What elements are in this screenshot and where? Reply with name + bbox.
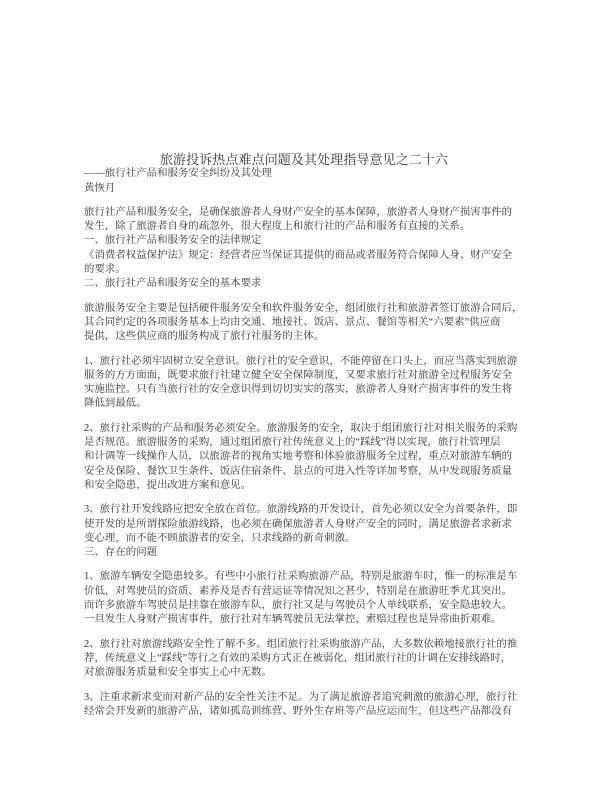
text-line: 旅游服务安全主要是包括硬件服务安全和软件服务安全，组团旅行社和旅游者签订旅游合同后， [84, 302, 523, 314]
paragraph [84, 691, 530, 720]
text-line: 而许多旅游车驾驶员是挂靠在旅游车队，旅行社又是与驾驶员个人单线联系，安全隐患较大。 [84, 600, 513, 612]
paragraph [84, 302, 530, 345]
text-line: 一、旅行社产品和服务安全的法律规定 [84, 235, 262, 247]
text-line: 3、旅行社开发线路应把安全放在首位。旅游线路的开发设计，首先必须以安全为首要条件，即 [84, 504, 518, 516]
text-line: 价低，对驾驶员的资质、素养及是否有营运证等情况知之甚少，特别是在旅游旺季尤其突出。 [84, 585, 513, 597]
paragraph [84, 570, 530, 627]
text-line: 2、旅行社对旅游线路安全性了解不多。组团旅行社采购旅游产品，大多数依赖地接旅行社的推 [84, 638, 518, 650]
page-title: 旅游投诉热点难点问题及其处理指导意见之二十六 [159, 152, 449, 167]
text-line: 荐，传统意义上“踩线”等行之有效的采购方式正在被弱化，组团旅行社的计调在安排线路时， [84, 652, 511, 664]
paragraph [84, 206, 530, 292]
text-line: 二、旅行社产品和服务安全的基本要求 [84, 278, 262, 290]
document-body [84, 206, 530, 719]
text-line: 发生，除了旅游者自身的疏忽外，很大程度上和旅行社的产品和服务有直接的关系。 [84, 221, 471, 233]
text-line: 经常会开发新的旅游产品，诸如孤岛训练营、野外生存班等产品应运而生，但这些产品都没有 [84, 705, 513, 717]
text-line: 1、旅游车辆安全隐患较多。有些中小旅行社采购旅游产品，特别是旅游车时，惟一的标准是车 [84, 571, 518, 583]
text-line: 使开发的是所谓探险旅游线路，也必须在确保旅游者人身财产安全的同时，满足旅游者求新求 [84, 518, 513, 530]
document-content [84, 153, 530, 719]
text-line: 提供，这些供应商的服务构成了旅行社服务的主体。 [84, 331, 325, 343]
text-line: 一旦发生人身财产损害事件，旅行社对车辆驾驶员无法掌控，索赔过程也是异常曲折艰难。 [84, 614, 502, 626]
page-subtitle: ——旅行社产品和服务安全纠纷及其处理 [84, 168, 272, 180]
text-line: 降低到最低。 [84, 398, 147, 410]
text-line: 《消费者权益保护法》规定：经营者应当保证其提供的商品或者服务符合保障人身、财产安全 [84, 249, 513, 261]
text-line: 变心理，而不能不顾旅游者的安全，只求线路的新奇刺激。 [84, 532, 356, 544]
text-line: 旅行社产品和服务安全，是确保旅游者人身财产安全的基本保障，旅游者人身财产损害事件的 [84, 206, 513, 218]
text-line: 三、存在的问题 [84, 547, 158, 559]
text-line: 其合同约定的各项服务基本上均由交通、地接社、饭店、景点、餐馆等相关“六要素”供应商 [84, 316, 501, 328]
text-line: 对旅游服务质量和安全事实上心中无数。 [84, 667, 272, 679]
text-line: 1、旅行社必须牢固树立安全意识。旅行社的安全意识，不能停留在口头上，而应当落实到旅游 [84, 355, 518, 367]
paragraph [84, 422, 530, 493]
text-line: 是否规范。旅游服务的采购，通过组团旅行社传统意义上的“踩线”得以实现，旅行社管理层 [84, 437, 501, 449]
text-line: 和安全隐患，提出改进方案和意见。 [84, 479, 252, 491]
text-line: 安全及保险、餐饮卫生条件、饭店住宿条件、景点的可进入性等详加考察，从中发现服务质量 [84, 465, 513, 477]
text-line: 的要求。 [84, 264, 126, 276]
author-name: 黄恢月 [84, 182, 116, 194]
text-line: 服务的方方面面，既要求旅行社建立健全安全保障制度，又要求旅行社对旅游全过程服务安全 [84, 369, 513, 381]
paragraph [84, 355, 530, 412]
text-line: 2、旅行社采购的产品和服务必须安全。旅游服务的安全，取决于组团旅行社对相关服务的采购 [84, 422, 518, 434]
text-line: 3、注重求新求变而对新产品的安全性关注不足。为了满足旅游者追究刺激的旅游心理，旅行社 [84, 691, 518, 703]
paragraph [84, 503, 530, 560]
text-line: 实施监控。只有当旅行社的安全意识得到切切实实的落实，旅游者人身财产损害事件的发生将 [84, 384, 513, 396]
text-line: 和计调等一线操作人员，以旅游者的视角实地考察和体验旅游服务全过程，重点对旅游车辆的 [84, 451, 513, 463]
paragraph [84, 638, 530, 681]
